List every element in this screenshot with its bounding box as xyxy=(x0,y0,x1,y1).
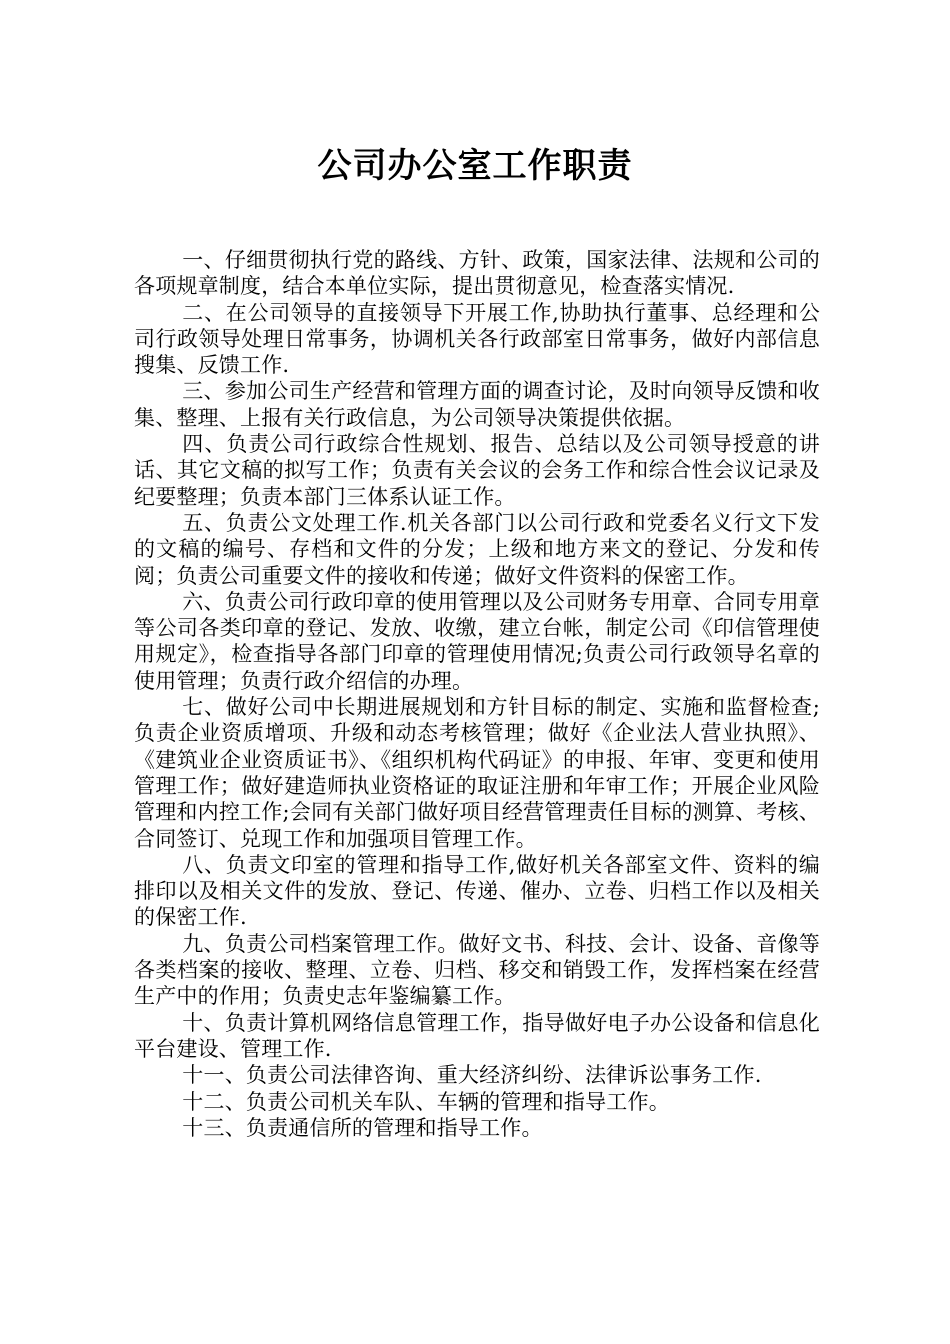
duty-paragraph-13: 十三、负责通信所的管理和指导工作。 xyxy=(182,1115,543,1140)
duty-paragraph-2: 二、在公司领导的直接领导下开展工作,协助执行董事、总经理和公司行政领导处理日常事务，协调机关各行政部室日常事务，做好内部信息搜集、反馈工作. xyxy=(134,300,820,378)
duty-paragraph-8: 八、负责文印室的管理和指导工作,做好机关各部室文件、资料的编排印以及相关文件的发放、登记、传递、催办、立卷、归档工作以及相关的保密工作. xyxy=(134,852,820,930)
duty-paragraph-10: 十、负责计算机网络信息管理工作，指导做好电子办公设备和信息化平台建设、管理工作. xyxy=(134,1010,820,1061)
duty-paragraph-6: 六、负责公司行政印章的使用管理以及公司财务专用章、合同专用章等公司各类印章的登记、发放、收缴，建立台帐，制定公司《印信管理使用规定》，检查指导各部门印章的管理使用情况;负责公司行政领导名章的使用管理；负责行政介绍信的办理。 xyxy=(134,589,820,693)
duty-paragraph-12: 十二、负责公司机关车队、车辆的管理和指导工作。 xyxy=(182,1089,670,1114)
document-body xyxy=(134,247,820,1141)
duty-paragraph-7: 七、做好公司中长期进展规划和方针目标的制定、实施和监督检查;负责企业资质增项、升级和动态考核管理；做好《企业法人营业执照》、《建筑业企业资质证书》、《组织机构代码证》的申报、年审、变更和使用管理工作；做好建造师执业资格证的取证注册和年审工作；开展企业风险管理和内控工作;会同有关部门做好项目经营管理责任目标的测算、考核、合同签订、兑现工作和加强项目管理工作。 xyxy=(134,695,820,851)
duty-paragraph-4: 四、负责公司行政综合性规划、报告、总结以及公司领导授意的讲话、其它文稿的拟写工作；负责有关会议的会务工作和综合性会议记录及纪要整理；负责本部门三体系认证工作。 xyxy=(134,432,820,509)
duty-paragraph-3: 三、参加公司生产经营和管理方面的调查讨论，及时向领导反馈和收集、整理、上报有关行政信息，为公司领导决策提供依据。 xyxy=(134,379,820,430)
duty-paragraph-5: 五、负责公文处理工作.机关各部门以公司行政和党委名义行文下发的文稿的编号、存档和文件的分发；上级和地方来文的登记、分发和传阅；负责公司重要文件的接收和传递；做好文件资料的保密工作。 xyxy=(134,510,820,588)
document-title: 公司办公室工作职责 xyxy=(317,146,633,186)
duty-paragraph-9: 九、负责公司档案管理工作。做好文书、科技、会计、设备、音像等各类档案的接收、整理、立卷、归档、移交和销毁工作，发挥档案在经营生产中的作用；负责史志年鉴编纂工作。 xyxy=(134,931,820,1009)
duty-paragraph-11: 十一、负责公司法律咨询、重大经济纠纷、法律诉讼事务工作. xyxy=(182,1063,762,1088)
duty-paragraph-1: 一、仔细贯彻执行党的路线、方针、政策，国家法律、法规和公司的各项规章制度，结合本单位实际，提出贯彻意见，检查落实情况. xyxy=(134,248,820,299)
